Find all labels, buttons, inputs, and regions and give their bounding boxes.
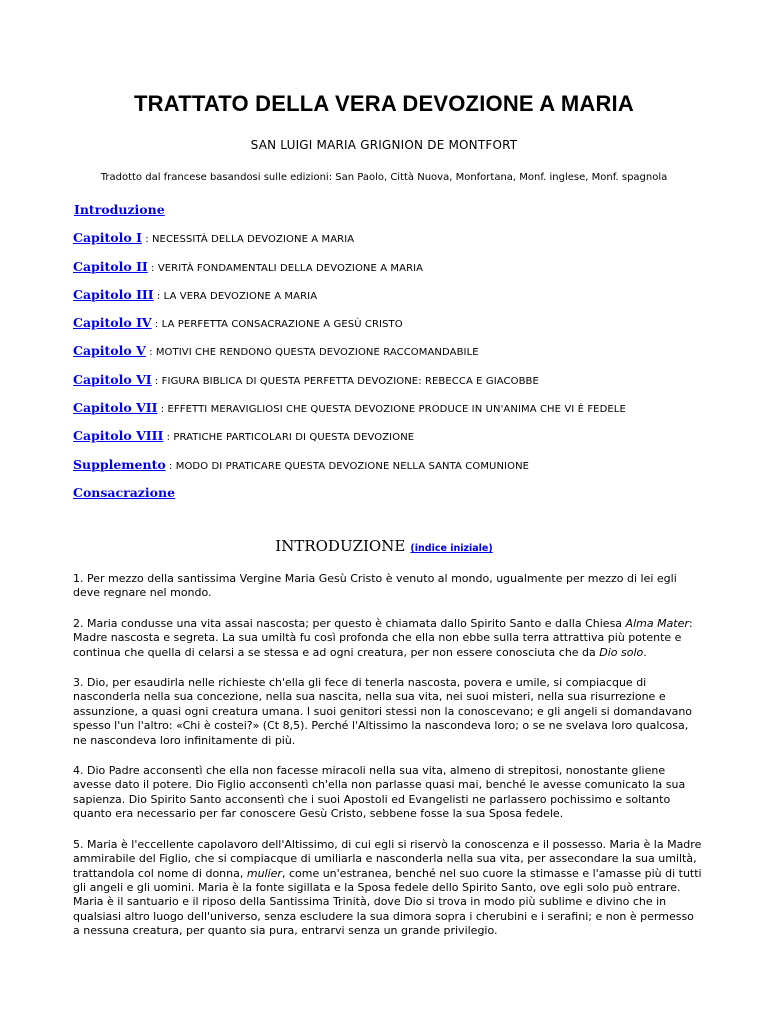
toc-item [73,229,733,257]
document-title: TRATTATO DELLA VERA DEVOZIONE A MARIA [134,91,634,116]
toc-description: EFFETTI MERAVIGLIOSI CHE QUESTA DEVOZIONE PRODUCE IN UN'ANIMA CHE VI È FEDELE [167,404,626,416]
toc-separator: : [163,432,174,444]
toc-separator: : [151,319,162,331]
toc-link-capitolo-2[interactable]: Capitolo II [73,258,148,274]
paragraph-text: : Madre nascosta e segreta. La sua umiltà fu così profonda che ella non ebbe sulla terra attrattiva più potente e continua che quella di celarsi a se stessa e ad ogni creatura, per non essere conosciuta che da [73,616,693,659]
toc-description: FIGURA BIBLICA DI QUESTA PERFETTA DEVOZIONE: REBECCA E GIACOBBE [161,375,539,387]
index-link[interactable]: (indice iniziale) [410,543,493,554]
toc-link-capitolo-4[interactable]: Capitolo IV [73,315,152,331]
toc-item-introduzione [73,201,733,229]
toc-item [73,456,733,484]
paragraph-2 [73,617,703,660]
toc-link-supplemento[interactable]: Supplemento [73,456,166,472]
introduction-body [73,572,703,955]
table-of-contents [73,201,733,512]
toc-item [73,314,733,342]
toc-separator: : [153,290,164,302]
toc-item [73,399,733,427]
toc-description: MOTIVI CHE RENDONO QUESTA DEVOZIONE RACCOMANDABILE [155,347,479,359]
toc-description: LA VERA DEVOZIONE A MARIA [163,290,318,302]
author-line: SAN LUIGI MARIA GRIGNION DE MONTFORT [250,138,518,152]
toc-link-consacrazione[interactable]: Consacrazione [73,484,176,500]
paragraph-5 [73,838,703,939]
toc-link-capitolo-5[interactable]: Capitolo V [73,343,146,359]
toc-description: VERITÀ FONDAMENTALI DELLA DEVOZIONE A MARIA [157,262,424,274]
paragraph-text: , come un'estranea, benché nel suo cuore la stimasse e l'amasse più di tutti gli angeli e gli uomini. Maria è la fonte sigillata e la Sposa fedele dello Spirito Santo, ove egli solo può entrare. Maria è il santuario e il riposo della Santissima Trinità, dove Dio si trova in modo più sublime e divino che in qualsiasi altro luogo dell'universo, senza escludere la sua dimora sopra i cherubini e i serafini; e non è permesso a nessuna creatura, per quanto sia pura, entrarvi senza un grande privilegio. [73,866,702,938]
toc-separator: : [157,404,168,416]
toc-separator: : [141,234,152,246]
toc-description: LA PERFETTA CONSACRAZIONE A GESÙ CRISTO [161,319,403,331]
toc-item-consacrazione [73,484,733,512]
toc-separator: : [147,262,158,274]
toc-link-capitolo-6[interactable]: Capitolo VI [73,371,152,387]
toc-item [73,258,733,286]
toc-link-capitolo-1[interactable]: Capitolo I [73,230,142,246]
italic-term: Dio solo [599,645,644,659]
toc-item [73,371,733,399]
toc-description: NECESSITÀ DELLA DEVOZIONE A MARIA [151,234,355,246]
toc-separator: : [151,375,162,387]
toc-item [73,342,733,370]
paragraph-4: 4. Dio Padre acconsentì che ella non facesse miracoli nella sua vita, almeno di strepitosi, nonostante gliene avesse dato il potere. Dio Figlio acconsentì ch'ella non parlasse quasi mai, benché le avesse comunicato la sua sapienza. Dio Spirito Santo acconsentì che i suoi Apostoli ed Evangelisti ne parlassero pochissimo e soltanto quanto era necessario per far conoscere Gesù Cristo, sebbene fosse la sua Sposa fedele. [73,764,686,821]
italic-term: mulier [246,866,282,880]
paragraph-text: . [643,645,647,659]
toc-item [73,286,733,314]
paragraph-text: 5. Maria è l'eccellente capolavoro dell'Altissimo, di cui egli si riservò la conoscenza e il possesso. Maria è la Madre ammirabile del Figlio, che si compiacque di umiliarla e nasconderla nella sua vita, per assecondare la sua umiltà, trattandola col nome di donna, [73,837,702,880]
italic-term: Alma Mater [625,616,689,630]
toc-link-capitolo-3[interactable]: Capitolo III [73,286,154,302]
toc-separator: : [145,347,156,359]
paragraph-text: 2. Maria condusse una vita assai nascosta; per questo è chiamata dallo Spirito Santo e dalla Chiesa [73,616,626,630]
paragraph-3: 3. Dio, per esaudirla nelle richieste ch'ella gli fece di tenerla nascosta, povera e umile, si compiacque di nasconderla nella sua concezione, nella sua nascita, nella sua vita, nei suoi misteri, nella sua risurrezione e assunzione, a quasi ogni creatura umana. I suoi genitori stessi non la conoscevano; e gli angeli si domandavano spesso l'un l'altro: «Chi è costei?» (Ct 8,5). Perché l'Altissimo la nascondeva loro; o se ne svelava loro qualcosa, ne nascondeva loro infinitamente di più. [73,676,693,747]
introduction-title: INTRODUZIONE [275,537,406,555]
paragraph-1: 1. Per mezzo della santissima Vergine Maria Gesù Cristo è venuto al mondo, ugualmente per mezzo di lei egli deve regnare nel mondo. [73,572,677,600]
toc-separator: : [165,460,176,472]
toc-link-capitolo-8[interactable]: Capitolo VIII [73,428,164,444]
introduction-heading [0,536,768,555]
toc-link-capitolo-7[interactable]: Capitolo VII [73,400,158,416]
toc-item [73,427,733,455]
toc-link-introduzione[interactable]: Introduzione [74,202,165,217]
translation-note: Tradotto dal francese basandosi sulle edizioni: San Paolo, Città Nuova, Monfortana, Monf. inglese, Monf. spagnola [100,172,668,183]
toc-description: MODO DI PRATICARE QUESTA DEVOZIONE NELLA SANTA COMUNIONE [175,460,530,472]
toc-description: PRATICHE PARTICOLARI DI QUESTA DEVOZIONE [173,432,415,444]
